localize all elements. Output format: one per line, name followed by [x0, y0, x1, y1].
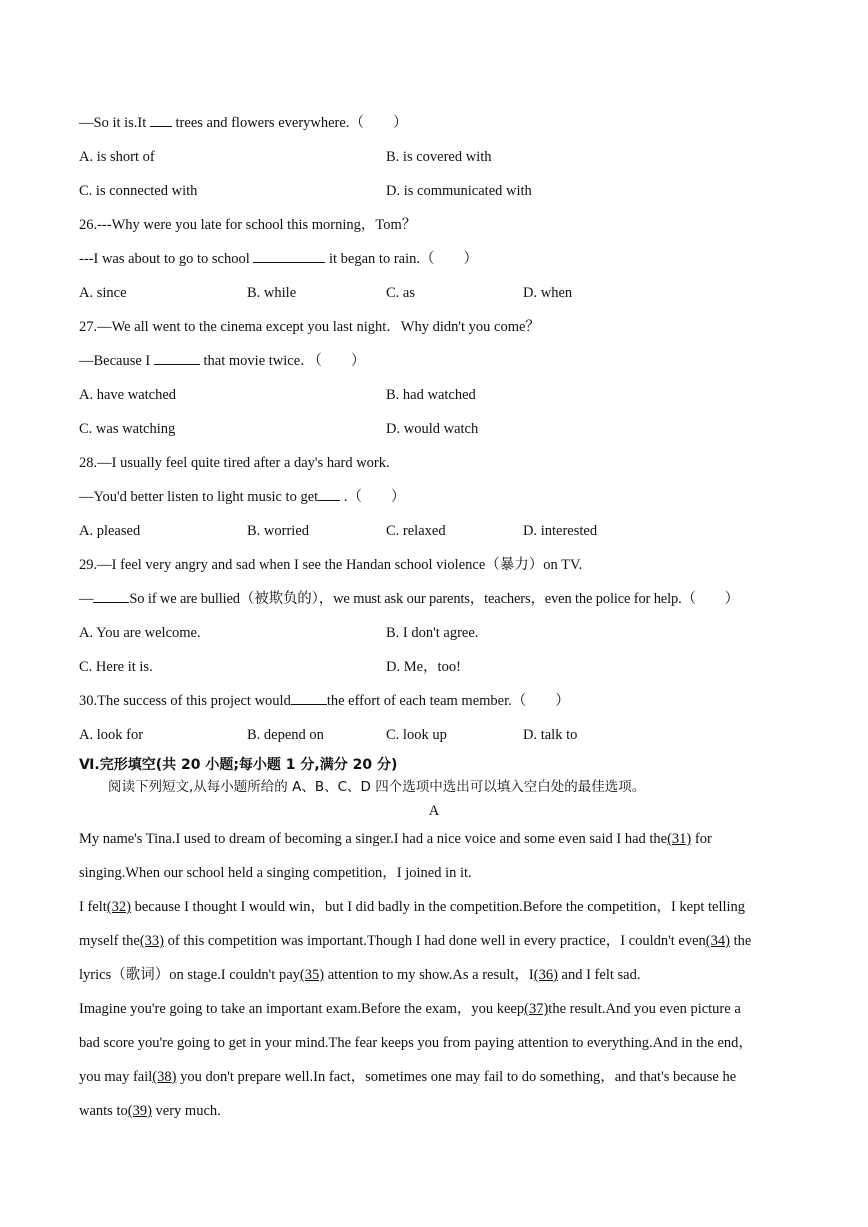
passage-line-9: wants to(39) very much. [79, 1103, 221, 1119]
blank-35: (35) [299, 967, 325, 983]
passage-line-8: you may fail(38) you don't prepare well.In fact，sometimes one may fail to do something，and that's because he [79, 1069, 737, 1085]
passage-line-4: myself the(33) of this competition was important.Though I had done well in every practice，I couldn't even(34) the [79, 933, 752, 949]
q26-option-c: C. as [386, 285, 415, 301]
q28-response: —You'd better listen to light music to get .（ ） [79, 489, 406, 505]
q29-option-b: B. I don't agree. [386, 625, 479, 641]
q28-option-c: C. relaxed [386, 523, 446, 539]
passage-line-1: My name's Tina.I used to dream of becoming a singer.I had a nice voice and some even said I had the(31) for [79, 831, 712, 847]
passage-line-7: bad score you're going to get in your mind.The fear keeps you from paying attention to everything.And in the end， [79, 1035, 753, 1051]
q29-option-d: D. Me，too! [386, 659, 461, 675]
blank-38: (38) [152, 1069, 177, 1085]
passage-line-5: lyrics（歌词）on stage.I couldn't pay(35) attention to my show.As a result，I(36) and I felt sad. [79, 967, 641, 983]
q25-option-a: A. is short of [79, 149, 155, 165]
q30-blank [291, 692, 327, 705]
q28-blank [318, 488, 340, 501]
q30-stem: 30.The success of this project would the effort of each team member.（ ） [79, 693, 570, 709]
blank-36: (36) [533, 967, 558, 983]
passage-line-6: Imagine you're going to take an important exam.Before the exam，you keep(37)the result.And you even picture a [79, 1001, 741, 1017]
q26-blank [253, 250, 325, 263]
q25-option-d: D. is communicated with [386, 183, 532, 199]
blank-32: (32) [106, 899, 131, 915]
blank-39: (39) [127, 1103, 152, 1119]
blank-37: (37) [524, 1001, 549, 1017]
q26-response: ---I was about to go to school it began to rain.（ ） [79, 251, 478, 267]
q29-stem: 29.—I feel very angry and sad when I see the Handan school violence（暴力）on TV. [79, 557, 583, 573]
q27-blank [154, 352, 200, 365]
q25-option-c: C. is connected with [79, 183, 198, 199]
q28-option-b: B. worried [247, 523, 310, 539]
q29-option-a: A. You are welcome. [79, 625, 201, 641]
passage-part-label: A [428, 803, 440, 819]
q28-option-d: D. interested [523, 523, 598, 539]
section-instruction: 阅读下列短文,从每小题所给的 A、B、C、D 四个选项中选出可以填入空白处的最佳选项。 [108, 779, 646, 795]
q30-option-c: C. look up [386, 727, 447, 743]
q26-stem: 26.---Why were you late for school this morning，Tom？ [79, 217, 417, 233]
q26-option-b: B. while [247, 285, 297, 301]
q28-option-a: A. pleased [79, 523, 141, 539]
section-heading: Ⅵ.完形填空(共 20 小题;每小题 1 分,满分 20 分) [79, 757, 398, 773]
q27-option-b: B. had watched [386, 387, 476, 403]
q25-option-b: B. is covered with [386, 149, 492, 165]
blank-33: (33) [139, 933, 164, 949]
q29-blank [93, 590, 129, 603]
q30-option-a: A. look for [79, 727, 144, 743]
blank-34: (34) [705, 933, 730, 949]
q29-option-c: C. Here it is. [79, 659, 153, 675]
passage-line-3: I felt(32) because I thought I would win，but I did badly in the competition.Before the competition，I kept telling [79, 899, 746, 915]
q30-option-b: B. depend on [247, 727, 324, 743]
q27-response: —Because I that movie twice．（ ） [79, 353, 366, 369]
q29-response: — So if we are bullied（被欺负的），we must ask our parents，teachers，even the police for help.（ ） [79, 591, 739, 607]
q30-option-d: D. talk to [523, 727, 578, 743]
q25-blank [150, 114, 172, 127]
q26-option-d: D. when [523, 285, 573, 301]
q25-stem: —So it is.It trees and flowers everywhere.（ ） [79, 115, 408, 131]
q28-stem: 28.—I usually feel quite tired after a day's hard work. [79, 455, 390, 471]
q27-option-c: C. was watching [79, 421, 176, 437]
blank-31: (31) [667, 831, 692, 847]
passage-line-2: singing.When our school held a singing competition，I joined in it. [79, 865, 472, 881]
q27-stem: 27.—We all went to the cinema except you last night．Why didn't you come？ [79, 319, 540, 335]
q26-option-a: A. since [79, 285, 127, 301]
q27-option-d: D. would watch [386, 421, 479, 437]
q27-option-a: A. have watched [79, 387, 177, 403]
